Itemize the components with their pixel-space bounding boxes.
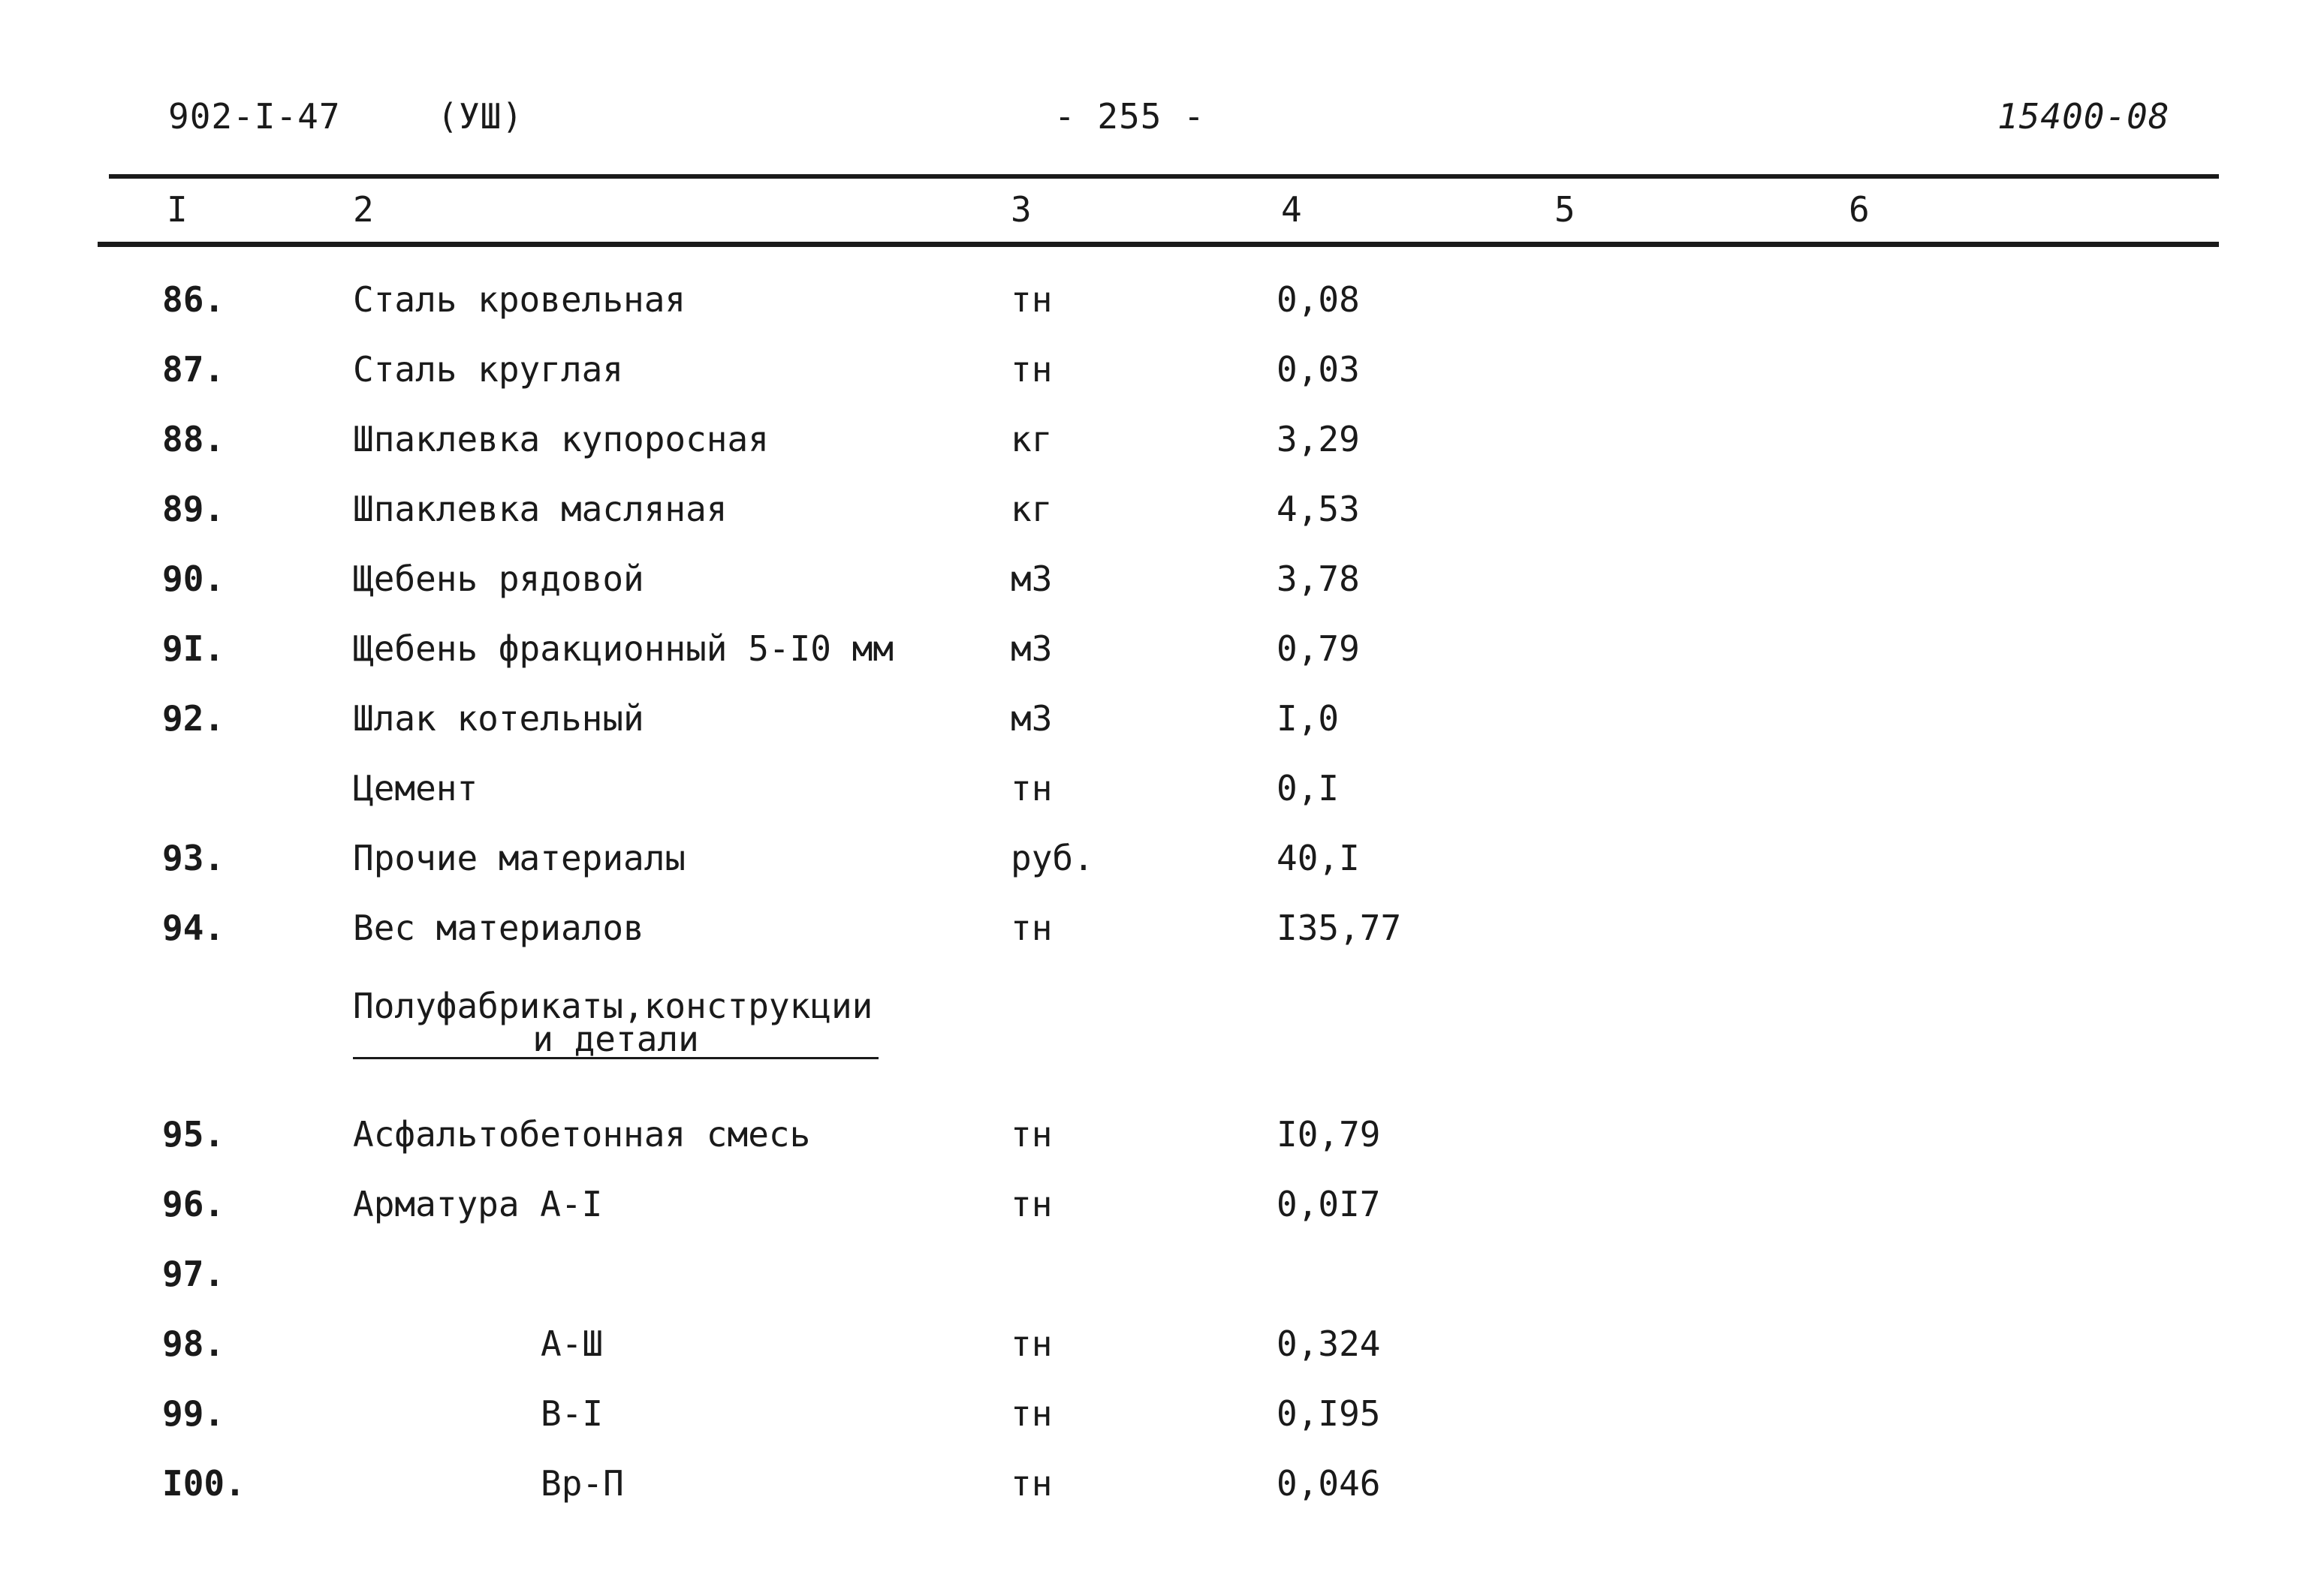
unit: м3 xyxy=(1011,698,1053,739)
material-name: Щебень фракционный 5-I0 мм xyxy=(353,628,894,669)
doc-code-text: 902-I-47 xyxy=(168,96,341,137)
quantity: 0,79 xyxy=(1277,628,1360,669)
table-top-rule xyxy=(109,174,2219,179)
section-title-line1: Полуфабрикаты,конструкции xyxy=(353,986,873,1026)
unit: тн xyxy=(1011,1463,1053,1504)
unit: м3 xyxy=(1011,559,1053,599)
row-number: 88. xyxy=(162,419,225,459)
material-name: Арматура А-I xyxy=(353,1184,603,1224)
row-number: 92. xyxy=(162,698,225,739)
column-header-6: 6 xyxy=(1849,189,1870,230)
row-number: 87. xyxy=(162,349,225,390)
unit: тн xyxy=(1011,1184,1053,1224)
quantity: I,0 xyxy=(1277,698,1340,739)
row-number: 90. xyxy=(162,559,225,599)
row-number: 96. xyxy=(162,1184,225,1224)
quantity: 0,08 xyxy=(1277,279,1360,320)
material-name: Шпаклевка купоросная xyxy=(353,419,769,459)
row-number: 99. xyxy=(162,1393,225,1434)
material-name: Вес материалов xyxy=(353,908,644,948)
unit: тн xyxy=(1011,1323,1053,1364)
unit: тн xyxy=(1011,279,1053,320)
unit: тн xyxy=(1011,908,1053,948)
quantity: 3,29 xyxy=(1277,419,1360,459)
column-header-3: 3 xyxy=(1011,189,1032,230)
quantity: 4,53 xyxy=(1277,489,1360,529)
page-number: - 255 - xyxy=(1054,96,1205,137)
table-row xyxy=(0,1254,2306,1323)
table-row xyxy=(0,419,2306,489)
table-row xyxy=(0,1393,2306,1463)
table-row xyxy=(0,1184,2306,1254)
table-row xyxy=(0,768,2306,838)
table-row xyxy=(0,1323,2306,1393)
row-number: 9I. xyxy=(162,628,225,669)
column-header-5: 5 xyxy=(1554,189,1575,230)
column-header-4: 4 xyxy=(1281,189,1302,230)
doc-code xyxy=(168,96,523,137)
table-row xyxy=(0,279,2306,349)
material-name: А-Ш xyxy=(541,1323,604,1364)
unit: тн xyxy=(1011,768,1053,809)
row-number: 98. xyxy=(162,1323,225,1364)
section-title xyxy=(353,986,879,1059)
row-number: 86. xyxy=(162,279,225,320)
column-header-2: 2 xyxy=(353,189,374,230)
column-header-1: I xyxy=(167,189,188,230)
material-name: Сталь круглая xyxy=(353,349,624,390)
quantity: 0,I95 xyxy=(1277,1393,1381,1434)
table-header-rule xyxy=(98,242,2219,247)
quantity: I35,77 xyxy=(1277,908,1402,948)
table-row xyxy=(0,628,2306,698)
material-name: Вр-П xyxy=(541,1463,624,1504)
table-row xyxy=(0,838,2306,908)
material-name: Шлак котельный xyxy=(353,698,644,739)
material-name: Шпаклевка масляная xyxy=(353,489,728,529)
material-name: Асфальтобетонная смесь xyxy=(353,1114,811,1155)
quantity: I0,79 xyxy=(1277,1114,1381,1155)
material-name: Щебень рядовой xyxy=(353,559,644,599)
quantity: 0,I xyxy=(1277,768,1340,809)
table-row xyxy=(0,489,2306,559)
quantity: 0,324 xyxy=(1277,1323,1381,1364)
unit: тн xyxy=(1011,1114,1053,1155)
section-title-line2: и детали xyxy=(353,1022,879,1059)
row-number: 95. xyxy=(162,1114,225,1155)
project-code: 15400-08 xyxy=(1997,96,2170,137)
material-name: Цемент xyxy=(353,768,478,809)
quantity: 40,I xyxy=(1277,838,1360,878)
row-number: 89. xyxy=(162,489,225,529)
quantity: 0,0I7 xyxy=(1277,1184,1381,1224)
material-name: Сталь кровельная xyxy=(353,279,686,320)
unit: м3 xyxy=(1011,628,1053,669)
quantity: 3,78 xyxy=(1277,559,1360,599)
issue-text: (УШ) xyxy=(437,96,524,137)
table-row xyxy=(0,908,2306,977)
row-number: I00. xyxy=(162,1463,246,1504)
unit: кг xyxy=(1011,419,1053,459)
quantity: 0,03 xyxy=(1277,349,1360,390)
table-row xyxy=(0,698,2306,768)
row-number: 94. xyxy=(162,908,225,948)
unit: тн xyxy=(1011,349,1053,390)
unit: кг xyxy=(1011,489,1053,529)
material-name: Прочие материалы xyxy=(353,838,686,878)
unit: тн xyxy=(1011,1393,1053,1434)
table-row xyxy=(0,1463,2306,1533)
quantity: 0,046 xyxy=(1277,1463,1381,1504)
material-name: В-I xyxy=(541,1393,604,1434)
row-number: 93. xyxy=(162,838,225,878)
table-row xyxy=(0,349,2306,419)
table-row xyxy=(0,1114,2306,1184)
table-row xyxy=(0,559,2306,628)
unit: руб. xyxy=(1011,838,1094,878)
row-number: 97. xyxy=(162,1254,225,1294)
